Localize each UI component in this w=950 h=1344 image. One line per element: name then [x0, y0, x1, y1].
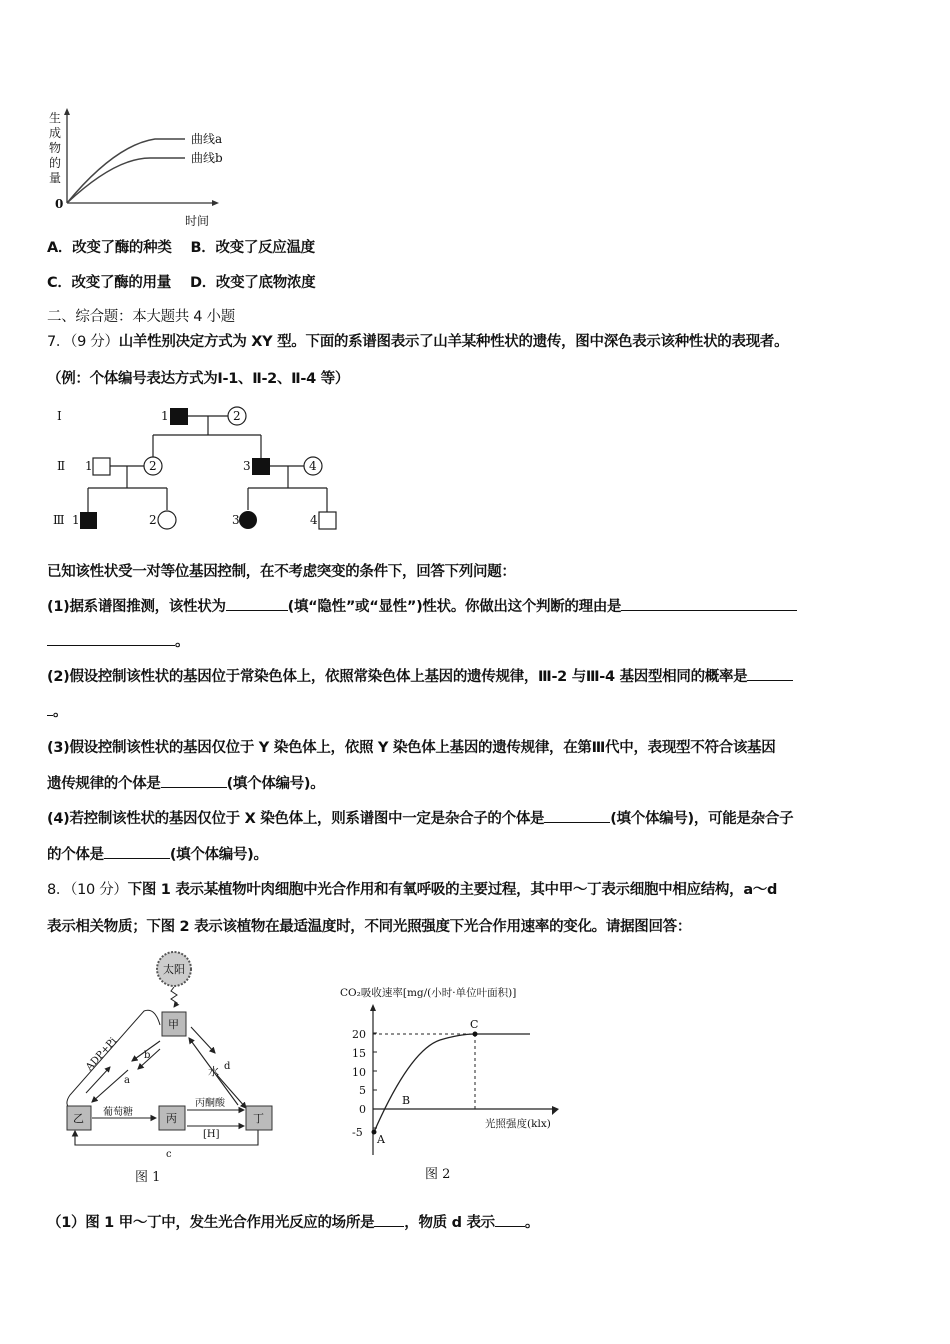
bing-label: 丙	[166, 1112, 177, 1125]
q7-p1-end: 。	[175, 634, 190, 650]
tick-10: 10	[352, 1066, 366, 1079]
q8-part1	[47, 1211, 539, 1232]
y-axis-char: 的	[49, 156, 62, 170]
pedigree-III-2	[158, 511, 176, 529]
answer-blank[interactable]	[161, 775, 227, 788]
pedigree-II-3	[252, 458, 270, 475]
q7-p2-text: (2)假设控制该性状的基因位于常染色体上，依照常染色体上基因的遗传规律，Ⅲ-2 与Ⅲ-4 基因型相同的概率是	[47, 669, 748, 685]
y-axis-char: 生	[49, 111, 62, 125]
generation-label: Ⅰ	[57, 409, 62, 423]
option-c: C．改变了酶的用量	[47, 275, 171, 291]
sun-label: 太阳	[163, 963, 185, 976]
q7-p4-text3: 的个体是	[47, 847, 104, 863]
figure-1-diagram	[60, 945, 300, 1190]
y-axis-char: 物	[49, 141, 62, 155]
figure-2-caption: 图 2	[425, 1167, 451, 1182]
figure-1-caption: 图 1	[135, 1170, 161, 1185]
answer-blank[interactable]	[495, 1214, 525, 1227]
point-c	[473, 1032, 478, 1037]
yi-label: 乙	[73, 1112, 84, 1125]
q7-part4-cont	[47, 843, 268, 864]
point-a	[372, 1130, 377, 1135]
q7-stem	[47, 330, 788, 351]
h-label: [H]	[203, 1129, 220, 1140]
tick-15: 15	[352, 1047, 366, 1060]
q7-p2-end: 。	[53, 704, 68, 720]
q7-p4-text2: (填个体编号)，可能是杂合子	[610, 811, 794, 827]
point-c-label: C	[470, 1018, 479, 1031]
q7-number: 7．（9 分）	[47, 334, 119, 350]
pedigree-III-1	[80, 512, 97, 529]
individual-label: 3	[243, 459, 251, 473]
figure-2-chart	[330, 980, 580, 1185]
ding-label: 丁	[253, 1112, 264, 1125]
jia-label: 甲	[168, 1018, 179, 1031]
answer-blank[interactable]	[374, 1214, 404, 1227]
individual-label: 1	[72, 513, 80, 527]
q8-p1-text2: ，物质 d 表示	[404, 1215, 495, 1231]
individual-label: 4	[310, 513, 318, 527]
q7-part3-cont	[47, 772, 324, 793]
answer-blank[interactable]	[544, 810, 610, 823]
individual-label: 3	[232, 513, 240, 527]
q7-part4	[47, 807, 793, 828]
answer-blank[interactable]	[47, 633, 175, 646]
pedigree-III-4	[319, 512, 336, 529]
x-axis-label: 时间	[185, 214, 210, 228]
curve-b-label: 曲线b	[191, 151, 223, 165]
q7-part2	[47, 665, 793, 686]
q8-stem-text: 下图 1 表示某植物叶肉细胞中光合作用和有氧呼吸的主要过程，其中甲～丁表示细胞中相应结构，a～d	[127, 882, 778, 898]
q7-p1-text2: (填“隐性”或“显性”)性状。你做出这个判断的理由是	[287, 599, 622, 615]
option-a: A．改变了酶的种类	[47, 240, 172, 256]
c-label: c	[166, 1149, 172, 1160]
tick-5: 5	[359, 1084, 366, 1097]
individual-label: 2	[233, 409, 241, 423]
q6-curve-figure	[45, 108, 245, 232]
point-a-label: A	[377, 1133, 385, 1146]
q7-stem-text: 山羊性别决定方式为 XY 型。下面的系谱图表示了山羊某种性状的遗传，图中深色表示该种性状的表现者。	[118, 334, 789, 350]
chart-ylabel: CO₂吸收速率[mg/(小时·单位叶面积)]	[340, 987, 517, 999]
q7-p1-text: (1)据系谱图推测，该性状为	[47, 599, 226, 615]
curve-a-label: 曲线a	[191, 132, 223, 146]
individual-label: 1	[161, 409, 169, 423]
q7-p4-text: (4)若控制该性状的基因仅位于 X 染色体上，则系谱图中一定是杂合子的个体是	[47, 811, 545, 827]
point-b-label: B	[402, 1094, 411, 1107]
answer-blank[interactable]	[621, 598, 797, 611]
pedigree-III-3	[239, 511, 257, 529]
q7-part3: (3)假设控制该性状的基因仅位于 Y 染色体上，依照 Y 染色体上基因的遗传规律，在第Ⅲ代中，表现型不符合该基因	[47, 740, 776, 756]
answer-blank[interactable]	[226, 598, 288, 611]
individual-label: 4	[309, 459, 317, 473]
generation-label: Ⅱ	[57, 459, 66, 473]
q6-options-row-1	[47, 236, 315, 257]
q7-example: （例：个体编号表达方式为Ⅰ-1、Ⅱ-2、Ⅱ-4 等）	[47, 371, 350, 387]
a-label: a	[124, 1075, 130, 1086]
individual-label: 1	[85, 459, 93, 473]
option-d: D．改变了底物浓度	[189, 275, 316, 291]
q6-options-row-2	[47, 271, 315, 292]
answer-blank[interactable]	[747, 668, 793, 681]
glucose-label: 葡萄糖	[103, 1107, 133, 1118]
adp-label: ADP+Pi	[84, 1035, 120, 1074]
q7-part1-cont	[47, 630, 189, 651]
q8-stem-cont: 表示相关物质；下图 2 表示该植物在最适温度时，不同光照强度下光合作用速率的变化。请据图回答：	[47, 919, 692, 935]
chart-xlabel: 光照强度(klx)	[485, 1118, 551, 1130]
answer-blank[interactable]	[104, 846, 170, 859]
q7-p3-text: 遗传规律的个体是	[47, 776, 161, 792]
origin-label: 0	[55, 197, 64, 211]
y-axis-char: 量	[49, 171, 62, 185]
q7-part1	[47, 595, 797, 616]
q8-p1-end: 。	[524, 1215, 540, 1231]
section-title: 二、综合题：本大题共 4 小题	[47, 309, 235, 325]
tick-0: 0	[359, 1103, 366, 1116]
tick-20: 20	[352, 1028, 366, 1041]
pedigree-II-1	[93, 458, 110, 475]
y-axis-char: 成	[49, 126, 62, 140]
q8-stem	[47, 878, 777, 899]
option-b: B．改变了反应温度	[190, 240, 315, 256]
q8-number: 8．（10 分）	[47, 882, 128, 898]
individual-label: 2	[149, 513, 157, 527]
tick-neg5: -5	[352, 1126, 363, 1139]
pyruvate-label: 丙酮酸	[195, 1098, 225, 1109]
pedigree-chart	[45, 398, 345, 538]
d-label: d	[224, 1061, 231, 1072]
q7-intro: 已知该性状受一对等位基因控制，在不考虑突变的条件下，回答下列问题：	[47, 564, 516, 580]
individual-label: 2	[149, 459, 157, 473]
b-label: b	[144, 1050, 151, 1061]
q7-part2-cont	[47, 700, 67, 721]
q8-p1-text: （1）图 1 甲～丁中，发生光合作用光反应的场所是	[47, 1215, 375, 1231]
q7-p3-end: (填个体编号)。	[226, 776, 325, 792]
water-label: 水	[208, 1065, 219, 1078]
pedigree-I-1	[170, 408, 188, 425]
generation-label: Ⅲ	[53, 513, 65, 527]
q7-p4-end: (填个体编号)。	[169, 847, 268, 863]
